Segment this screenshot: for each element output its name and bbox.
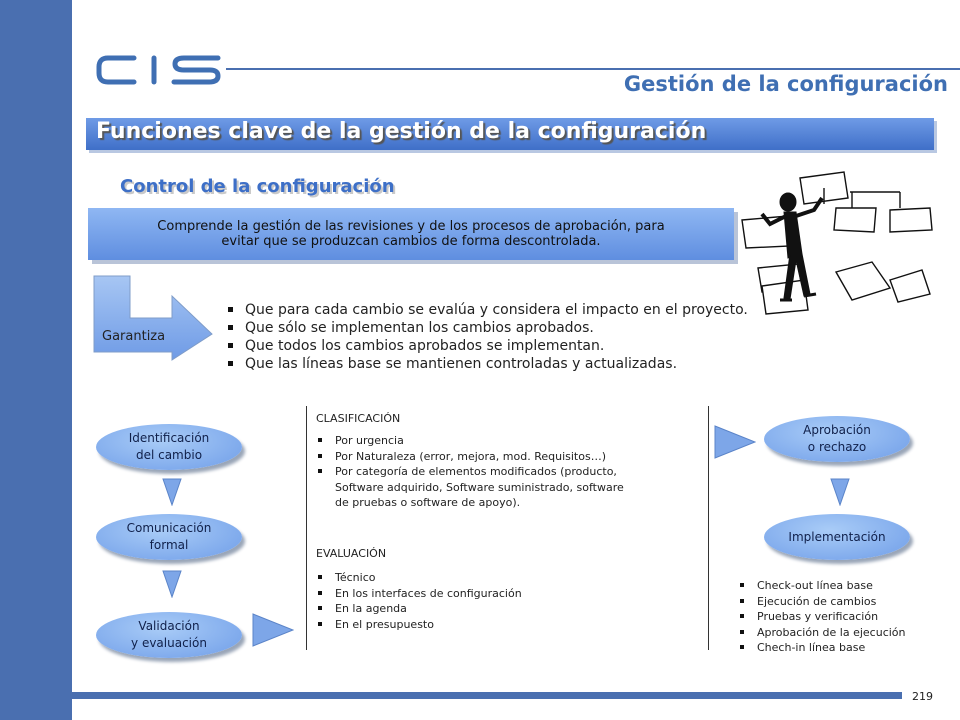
classification-list [318,433,624,511]
list-item: Ejecución de cambios [740,594,906,610]
flow-node-label: Validación [138,619,200,633]
flow-arrow-icon [162,478,182,506]
list-item: Por Naturaleza (error, mejora, mod. Requisitos…) [318,449,624,465]
garantiza-arrow-icon [92,274,218,364]
list-item: En el presupuesto [318,617,522,633]
list-item: Aprobación de la ejecución [740,625,906,641]
list-item: Que sólo se implementan los cambios aprobados. [228,319,748,337]
list-item: Chech-in línea base [740,640,906,656]
list-item: En los interfaces de configuración [318,586,522,602]
description-box [88,208,734,260]
flow-node-label: Identificación [128,431,210,445]
flow-node-label: o rechazo [807,440,867,454]
flow-arrow-icon [830,478,850,506]
garantiza-label: Garantiza [102,329,166,344]
list-item: Por urgencia [318,433,624,449]
flow-node-communication [96,514,242,560]
description-line: evitar que se produzcan cambios de forma descontrolada. [221,234,601,249]
classification-heading: CLASIFICACIÓN [316,412,401,425]
list-item: Por categoría de elementos modificados (producto, [318,464,624,480]
list-item: Técnico [318,570,522,586]
person-with-papers-illustration [740,168,940,320]
evaluation-list [318,570,522,632]
flow-arrow-icon [162,570,182,598]
list-item-continuation: de pruebas o software de apoyo). [335,496,521,509]
evaluation-heading: EVALUACIÓN [316,547,387,560]
header-title: Gestión de la configuración [623,72,948,96]
section-subtitle: Control de la configuración [120,176,395,197]
list-item-continuation: Software adquirido, Software suministrado, software [335,480,624,494]
flow-node-label: Implementación [788,529,886,544]
header-rule [226,68,960,70]
implementation-steps-list [740,578,906,656]
list-item: Que para cada cambio se evalúa y considera el impacto en el proyecto. [228,301,748,319]
flow-arrow-icon [714,424,756,460]
flow-node-label: formal [149,538,189,552]
list-item: Pruebas y verificación [740,609,906,625]
guarantee-list [228,301,748,373]
flow-arrow-icon [252,612,294,648]
flow-node-label: del cambio [135,448,203,462]
flow-node-label: y evaluación [131,636,207,650]
description-line: Comprende la gestión de las revisiones y de los procesos de aprobación, para [157,219,665,234]
page-number: 219 [912,690,933,703]
column-divider [306,406,307,650]
flow-node-approval [764,416,910,462]
footer-rule [72,692,902,699]
banner-title: Funciones clave de la gestión de la configuración [96,119,707,144]
flow-node-implementation [764,514,910,560]
list-item: Que las líneas base se mantienen controladas y actualizadas. [228,355,748,373]
left-accent-bar [0,0,72,720]
flow-node-identification [96,424,242,470]
flow-node-validation [96,612,242,658]
column-divider [708,406,709,650]
list-item: En la agenda [318,601,522,617]
flow-node-label: Aprobación [803,423,871,437]
list-item: Check-out línea base [740,578,906,594]
flow-node-label: Comunicación [126,521,212,535]
list-item: Que todos los cambios aprobados se implementan. [228,337,748,355]
cis-logo [94,50,224,90]
